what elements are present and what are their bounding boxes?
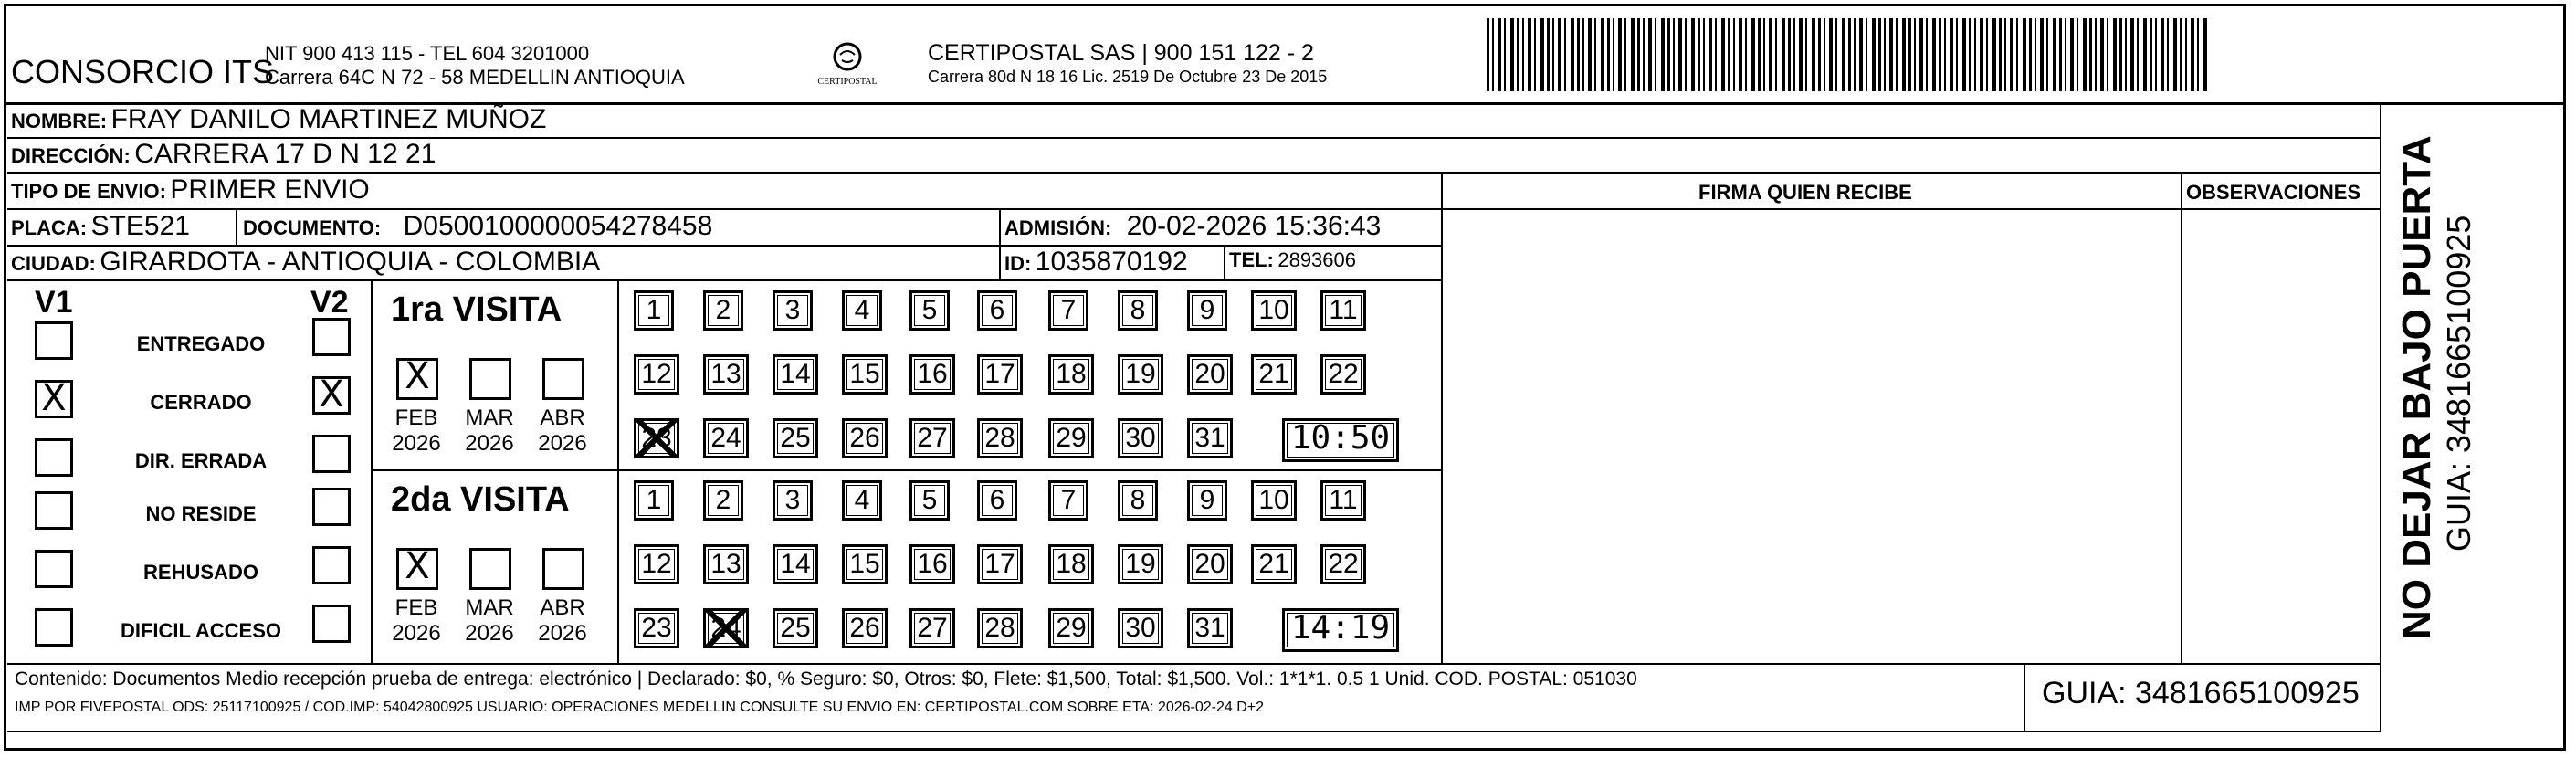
day-box[interactable]: 8 [1118,480,1158,521]
status-label: NO RESIDE [145,502,257,525]
admision-field [1004,211,1381,242]
month-year: 2026 [392,621,441,646]
visit-title: 1ra VISITA [391,290,563,329]
tel-value: 2893606 [1277,248,1356,271]
day-box[interactable]: 12 [634,544,679,584]
tel-field [1229,248,1356,272]
tipo-value: PRIMER ENVIO [170,174,370,205]
month-checkbox[interactable] [542,358,584,400]
visit-time[interactable]: 10:50 [1282,418,1399,462]
month-checkbox[interactable] [469,548,511,590]
day-box[interactable]: 28 [977,418,1023,458]
day-box[interactable]: 31 [1187,608,1233,648]
v2-checkbox[interactable] [312,318,351,356]
day-box[interactable]: 5 [909,290,950,331]
certipostal-logo [811,40,884,91]
month-checkbox[interactable] [469,358,511,400]
side-warning: NO DEJAR BAJO PUERTA [2394,135,2439,639]
month-year: 2026 [392,431,441,456]
barcode [1487,18,2208,91]
v2-checkbox[interactable] [312,435,351,473]
day-box[interactable]: 25 [773,418,818,458]
courier-line-2: Carrera 80d N 18 16 Lic. 2519 De Octubre 23 De 2015 [928,68,1328,86]
placa-label: PLACA: [11,216,88,239]
month-name: ABR [540,595,585,620]
tipo-row [11,174,370,205]
month-year: 2026 [465,621,514,646]
firma-header: FIRMA QUIEN RECIBE [1698,181,1912,204]
month-year: 2026 [538,431,587,456]
v2-checkbox[interactable] [312,546,351,584]
id-field [1004,247,1188,278]
tipo-label: TIPO DE ENVIO: [11,180,166,203]
day-box[interactable]: 24 [703,608,749,648]
v1-checkbox[interactable]: X [35,380,73,418]
v1-checkbox[interactable] [35,550,73,588]
day-box[interactable]: 16 [909,544,955,584]
visit-time[interactable]: 14:19 [1282,608,1399,652]
day-box[interactable]: 1 [634,480,674,521]
day-box[interactable]: 7 [1048,290,1088,331]
day-box[interactable]: 20 [1187,544,1233,584]
day-box[interactable]: 13 [703,354,749,395]
month-year: 2026 [465,431,514,456]
day-box[interactable]: 17 [977,544,1023,584]
ciudad-field [11,247,600,278]
day-box[interactable]: 22 [1320,544,1366,584]
ciudad-value: GIRARDOTA - ANTIOQUIA - COLOMBIA [100,247,601,277]
v1-checkbox[interactable] [35,321,73,360]
day-box[interactable]: 9 [1187,290,1227,331]
v1-header: V1 [35,285,73,320]
day-box[interactable]: 17 [977,354,1023,395]
visit-divider [371,469,1443,471]
placa-value: STE521 [90,211,190,241]
day-box[interactable]: 14 [773,544,818,584]
documento-value: D0500100000054278458 [403,211,713,241]
day-box[interactable]: 21 [1251,354,1297,395]
month-name: MAR [465,595,514,620]
day-box[interactable]: 2 [703,480,743,521]
day-box[interactable]: 16 [909,354,955,395]
day-box[interactable]: 28 [977,608,1023,648]
month-name: FEB [394,405,438,430]
day-box[interactable]: 8 [1118,290,1158,331]
documento-field [243,211,712,242]
placa-field [11,211,190,242]
day-box[interactable]: 2 [703,290,743,331]
month-checkbox[interactable]: X [396,358,438,400]
day-box[interactable]: 10 [1251,480,1297,521]
id-label: ID: [1004,252,1032,275]
day-box[interactable]: 4 [842,290,882,331]
v1-checkbox[interactable] [35,438,73,477]
status-label: REHUSADO [143,561,258,584]
bottom-line [7,731,2381,732]
day-box[interactable]: 20 [1187,354,1233,395]
direccion-row [11,139,436,170]
status-label: DIR. ERRADA [134,449,268,472]
footer-guia-divider [2024,663,2025,732]
visit-title: 2da VISITA [391,480,570,519]
day-box[interactable]: 15 [842,354,888,395]
day-box[interactable]: 22 [1320,354,1366,395]
day-box[interactable]: 13 [703,544,749,584]
day-box[interactable]: 15 [842,544,888,584]
status-label: CERRADO [150,391,252,414]
day-box[interactable]: 31 [1187,418,1233,458]
logo-icon [811,40,884,91]
v1-checkbox[interactable] [35,608,73,647]
admision-value: 20-02-2026 15:36:43 [1126,211,1382,241]
v2-checkbox[interactable] [312,488,351,526]
row-line [7,208,2381,210]
day-box[interactable]: 30 [1118,418,1163,458]
direccion-label: DIRECCIÓN: [11,144,131,167]
company-line-1: NIT 900 413 115 - TEL 604 3201000 [265,42,590,65]
footer-guia: GUIA: 3481665100925 [2042,676,2360,711]
month-name: MAR [465,405,514,430]
nombre-row [11,104,546,135]
placa-divider [236,208,237,245]
day-box[interactable]: 21 [1251,544,1297,584]
day-box[interactable]: 3 [773,290,813,331]
v1-checkbox[interactable] [35,491,73,530]
day-box[interactable]: 25 [773,608,818,648]
side-guia: GUIA: 3481665100925 [2440,215,2477,552]
day-box[interactable]: 26 [842,608,888,648]
admision-divider [999,208,1001,279]
day-box[interactable]: 6 [977,290,1017,331]
day-box[interactable]: 6 [977,480,1017,521]
day-box[interactable]: 5 [909,480,950,521]
documento-label: DOCUMENTO: [243,216,382,239]
footer-content: Contenido: Documentos Medio recepción prueba de entrega: electrónico | Declarado: $0, % Seguro: $0, Otros: $0, Flete: $1,500, Total: $1,500. Vol.: 1*1*1. 0.5 1 Unid. COD. POSTAL: 051030 [15,669,1637,690]
admision-label: ADMISIÓN: [1004,216,1112,239]
courier-line-1: CERTIPOSTAL SAS | 900 151 122 - 2 [928,40,1314,66]
month-name: ABR [540,405,585,430]
day-box[interactable]: 23 [634,608,679,648]
day-box[interactable]: 23 [634,418,679,458]
tel-divider [1224,245,1225,279]
day-box[interactable]: 26 [842,418,888,458]
svg-text:CERTIPOSTAL: CERTIPOSTAL [817,77,878,87]
day-box[interactable]: 29 [1048,608,1094,648]
id-value: 1035870192 [1035,247,1188,277]
v2-checkbox[interactable] [312,605,351,643]
firma-divider [1441,172,1443,663]
day-box[interactable]: 1 [634,290,674,331]
side-divider [2380,102,2381,732]
status-label: ENTREGADO [136,332,266,355]
day-box[interactable]: 12 [634,354,679,395]
day-box[interactable]: 19 [1118,354,1163,395]
day-box[interactable]: 24 [703,418,749,458]
months-divider [617,279,619,663]
day-box[interactable]: 18 [1048,544,1094,584]
day-box[interactable]: 3 [773,480,813,521]
nombre-label: NOMBRE: [11,110,108,132]
ciudad-label: CIUDAD: [11,252,96,275]
status-divider [371,279,373,663]
month-name: FEB [394,595,438,620]
nombre-value: FRAY DANILO MARTINEZ MUÑOZ [110,104,547,134]
month-year: 2026 [538,621,587,646]
day-box[interactable]: 7 [1048,480,1088,521]
day-box[interactable]: 18 [1048,354,1094,395]
day-box[interactable]: 27 [909,608,955,648]
day-box[interactable]: 9 [1187,480,1227,521]
day-box[interactable]: 29 [1048,418,1094,458]
direccion-value: CARRERA 17 D N 12 21 [134,139,436,169]
tel-label: TEL: [1229,248,1274,271]
day-box[interactable]: 27 [909,418,955,458]
day-box[interactable]: 4 [842,480,882,521]
status-label: DIFICIL ACCESO [120,619,281,642]
day-box[interactable]: 30 [1118,608,1163,648]
footer-imp: IMP POR FIVEPOSTAL ODS: 25117100925 / COD.IMP: 54042800925 USUARIO: OPERACIONES MEDELLIN CONSULTE SU ENVIO EN: CERTIPOSTAL.COM SOBRE ETA: 2026-02-24 D+2 [15,700,1265,715]
day-box[interactable]: 19 [1118,544,1163,584]
row-line [7,172,2381,174]
row-line [7,279,1443,281]
day-box[interactable]: 11 [1320,480,1366,521]
company-name: CONSORCIO ITS [11,53,275,90]
month-checkbox[interactable]: X [396,548,438,590]
month-checkbox[interactable] [542,548,584,590]
v2-header: V2 [310,285,349,320]
observaciones-header: OBSERVACIONES [2186,181,2361,204]
obs-divider [2181,172,2182,663]
day-box[interactable]: 10 [1251,290,1297,331]
v2-checkbox[interactable]: X [312,376,351,415]
day-box[interactable]: 14 [773,354,818,395]
day-box[interactable]: 11 [1320,290,1366,331]
footer-divider [7,663,2381,665]
company-line-2: Carrera 64C N 72 - 58 MEDELLIN ANTIOQUIA [265,66,685,89]
